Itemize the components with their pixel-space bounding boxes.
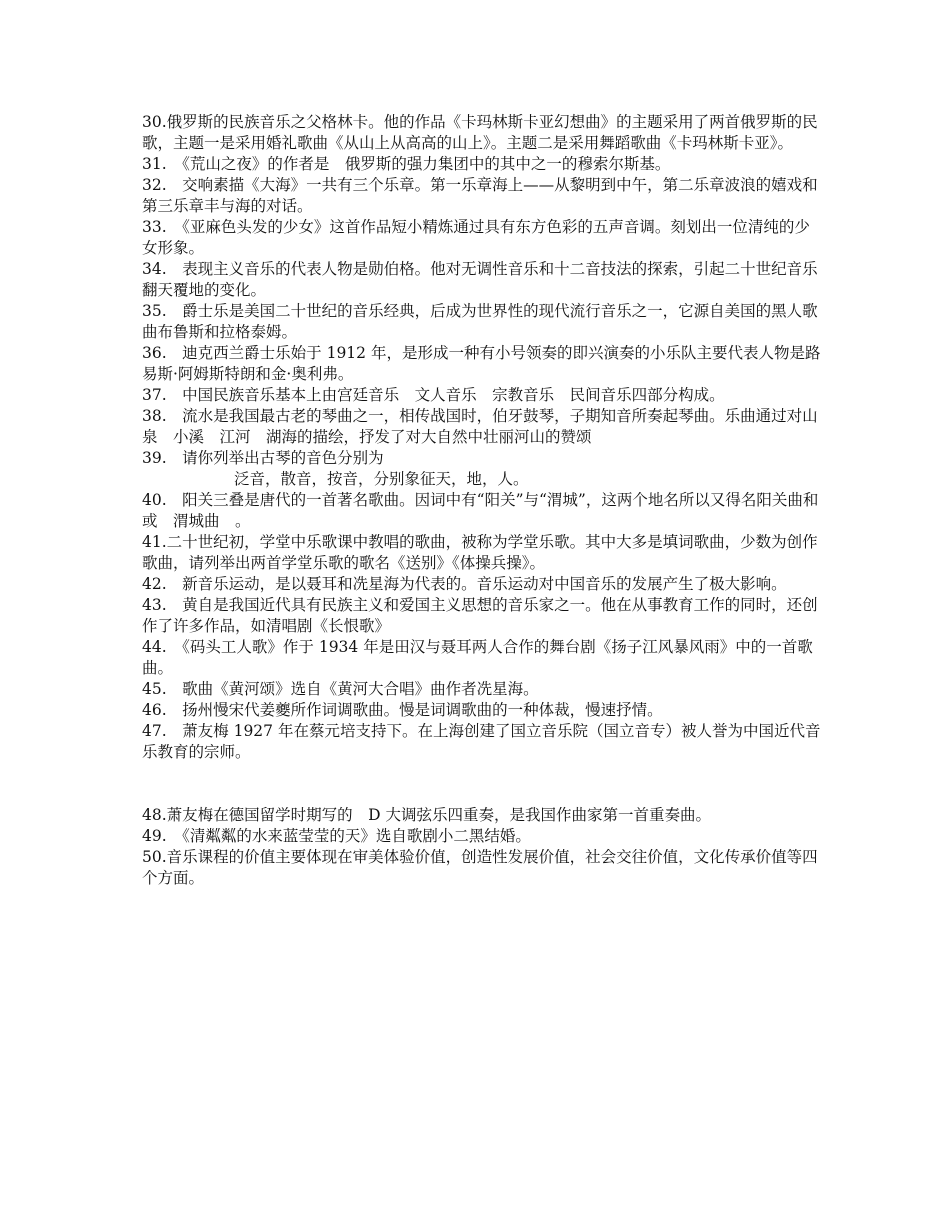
- item-number: 45.: [142, 680, 167, 698]
- list-item: [142, 385, 822, 406]
- item-number: 38.: [142, 407, 167, 425]
- list-item: [142, 721, 822, 763]
- item-text: 《亚麻色头发的少女》这首作品短小精炼通过具有东方色彩的五声音调。刻划出一位清纯的少女形象。: [142, 218, 810, 257]
- item-text: 表现主义音乐的代表人物是勋伯格。他对无调性音乐和十二音技法的探索，引起二十世纪音乐翻天覆地的变化。: [142, 260, 818, 299]
- item-text: 中国民族音乐基本上由宫廷音乐 文人音乐 宗教音乐 民间音乐四部分构成。: [166, 386, 725, 404]
- item-number: 37.: [142, 386, 167, 404]
- item-text: 请你列举出古琴的音色分别为: [166, 449, 384, 467]
- list-item: [142, 679, 822, 700]
- list-item: [142, 175, 822, 217]
- list-item: [142, 448, 822, 469]
- item-number: 49.: [142, 827, 167, 845]
- item-number: 31.: [142, 155, 167, 173]
- item-number: 33.: [142, 218, 167, 236]
- item-text: 黄自是我国近代具有民族主义和爱国主义思想的音乐家之一。他在从事教育工作的同时，还创作了许多作品，如清唱剧《长恨歌》: [142, 596, 818, 635]
- item-number: 50.: [142, 848, 167, 866]
- item-number: 36.: [142, 344, 167, 362]
- item-text: 音乐课程的价值主要体现在审美体验价值，创造性发展价值，社会交往价值，文化传承价值等四个方面。: [142, 848, 818, 887]
- item-number: 43.: [142, 596, 167, 614]
- list-item: [142, 217, 822, 259]
- item-text: 爵士乐是美国二十世纪的音乐经典，后成为世界性的现代流行音乐之一，它源自美国的黑人歌曲布鲁斯和拉格泰姆。: [142, 302, 818, 341]
- list-item: [142, 490, 822, 532]
- item-continuation: 泛音，散音，按音，分别象征天，地，人。: [234, 470, 529, 488]
- item-text: 歌曲《黄河颂》选自《黄河大合唱》曲作者冼星海。: [166, 680, 539, 698]
- item-text: 《码头工人歌》作于 1934 年是田汉与聂耳两人合作的舞台剧《扬子江风暴风雨》中的一首歌曲。: [142, 638, 813, 677]
- item-text: 迪克西兰爵士乐始于 1912 年，是形成一种有小号领奏的即兴演奏的小乐队主要代表人物是路易斯·阿姆斯特朗和金·奥利弗。: [142, 344, 821, 383]
- list-item: [142, 847, 822, 889]
- item-text: 新音乐运动，是以聂耳和冼星海为代表的。音乐运动对中国音乐的发展产生了极大影响。: [166, 575, 787, 593]
- item-number: 32.: [142, 176, 167, 194]
- list-item: [142, 406, 822, 448]
- item-text: 俄罗斯的民族音乐之父格林卡。他的作品《卡玛林斯卡亚幻想曲》的主题采用了两首俄罗斯的民歌，主题一是采用婚礼歌曲《从山上从高高的山上》。主题二是采用舞蹈歌曲《卡玛林斯卡亚》。: [142, 113, 818, 152]
- list-item: [142, 532, 822, 574]
- item-number: 42.: [142, 575, 167, 593]
- list-item: [142, 637, 822, 679]
- document-page: [142, 112, 822, 889]
- list-item: [142, 805, 822, 826]
- item-text: 流水是我国最古老的琴曲之一，相传战国时，伯牙鼓琴，子期知音所奏起琴曲。乐曲通过对山泉 小溪 江河 湖海的描绘，抒发了对大自然中壮丽河山的赞颂: [142, 407, 818, 446]
- item-number: 46.: [142, 701, 167, 719]
- item-number: 44.: [142, 638, 167, 656]
- list-item: [142, 595, 822, 637]
- item-number: 34.: [142, 260, 167, 278]
- list-item: [142, 154, 822, 175]
- item-text: 《清粼粼的水来蓝莹莹的天》选自歌剧小二黑结婚。: [166, 827, 531, 845]
- paragraph-gap: [142, 763, 822, 805]
- list-item: [142, 112, 822, 154]
- list-item: [142, 259, 822, 301]
- item-number: 47.: [142, 722, 167, 740]
- item-number: 41.: [142, 533, 167, 551]
- list-item: [142, 826, 822, 847]
- list-item: [142, 574, 822, 595]
- item-number: 30.: [142, 113, 167, 131]
- item-number: 48.: [142, 806, 167, 824]
- item-text: 萧友梅在德国留学时期写的 D 大调弦乐四重奏，是我国作曲家第一首重奏曲。: [166, 806, 712, 824]
- item-text: 交响素描《大海》一共有三个乐章。第一乐章海上——从黎明到中午，第二乐章波浪的嬉戏和第三乐章丰与海的对话。: [142, 176, 818, 215]
- list-item: [142, 301, 822, 343]
- item-text: 阳关三叠是唐代的一首著名歌曲。因词中有“阳关”与“渭城”，这两个地名所以又得名阳关曲和或 渭城曲 。: [142, 491, 819, 530]
- item-text: 萧友梅 1927 年在蔡元培支持下。在上海创建了国立音乐院（国立音专）被人誉为中国近代音乐教育的宗师。: [142, 722, 821, 761]
- item-text: 二十世纪初，学堂中乐歌课中教唱的歌曲，被称为学堂乐歌。其中大多是填词歌曲，少数为创作歌曲，请列举出两首学堂乐歌的歌名《送别》《体操兵操》。: [142, 533, 818, 572]
- item-text: 《荒山之夜》的作者是 俄罗斯的强力集团中的其中之一的穆索尔斯基。: [166, 155, 671, 173]
- list-item: [142, 343, 822, 385]
- item-number: 39.: [142, 449, 167, 467]
- item-text: 扬州慢宋代姜夔所作词调歌曲。慢是词调歌曲的一种体裁，慢速抒情。: [166, 701, 663, 719]
- list-item: [142, 700, 822, 721]
- item-number: 35.: [142, 302, 167, 320]
- item-number: 40.: [142, 491, 167, 509]
